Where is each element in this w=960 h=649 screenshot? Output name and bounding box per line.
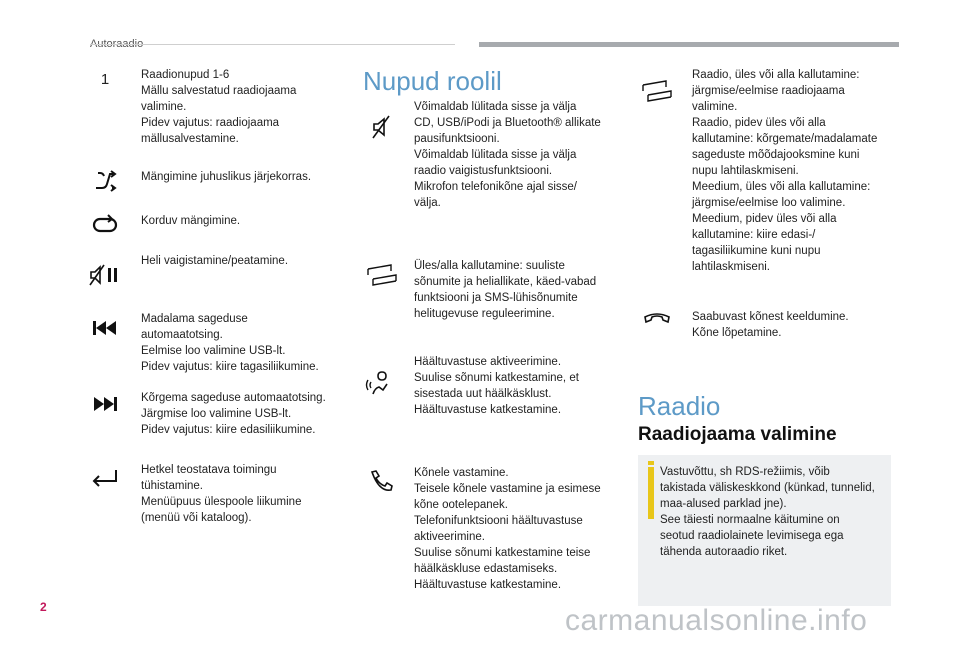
skip-forward-icon bbox=[88, 391, 122, 417]
phone-hangup-icon bbox=[640, 307, 674, 333]
watermark: carmanualsonline.info bbox=[565, 604, 868, 637]
mute-icon bbox=[365, 114, 399, 140]
back-arrow-icon bbox=[88, 466, 122, 492]
section-heading-station-select: Raadiojaama valimine bbox=[638, 424, 837, 445]
info-icon bbox=[648, 461, 654, 465]
section-title-radio: Raadio bbox=[638, 391, 721, 421]
mute-pause-icon bbox=[88, 262, 122, 288]
shuffle-icon bbox=[88, 168, 122, 194]
entry-answer-call: Kõnele vastamine. Teisele kõnele vastamine ja esimese kõne ootelepanek. Telefonifunktsiooni häältuvastuse aktiveerimine. Suulise sõnumi katkestamine teise häälkäskluse edastamiseks. Häältuvastuse katkestamine. bbox=[414, 467, 601, 591]
scroll-wheel-icon bbox=[640, 78, 674, 104]
header-rule-dark bbox=[479, 42, 899, 47]
entry-back: Hetkel teostatava toimingu tühistamine. Menüüpuus ülespoole liikumine (menüü või kataloog). bbox=[141, 464, 302, 524]
entry-skip-back: Madalama sageduse automaatotsing. Eelmise loo valimine USB-lt. Pidev vajutus: kiire tagasiliikumine. bbox=[141, 313, 319, 373]
info-bar bbox=[648, 467, 654, 519]
skip-back-icon bbox=[88, 315, 122, 341]
entry-volume-scroll: Üles/alla kallutamine: suuliste sõnumite ja heliallikate, käed-vabad funktsiooni ja SMS-lühisõnumite helitugevuse reguleerimine. bbox=[414, 260, 597, 320]
entry-voice-recognition: Häältuvastuse aktiveerimine. Suulise sõnumi katkestamine, et sisestada uut häälkäsklust. Häältuvastuse katkestamine. bbox=[414, 356, 579, 416]
number-1-icon: 1 bbox=[100, 70, 110, 88]
header-rule-light bbox=[90, 44, 455, 45]
entry-skip-forward: Kõrgema sageduse automaatotsing. Järgmise loo valimine USB-lt. Pidev vajutus: kiire edasiliikumine. bbox=[141, 392, 326, 436]
entry-mute-pause: Heli vaigistamine/peatamine. bbox=[141, 255, 289, 267]
scroll-wheel-icon bbox=[365, 262, 399, 288]
entry-repeat: Korduv mängimine. bbox=[141, 215, 241, 227]
running-header: Autoraadio bbox=[90, 38, 144, 50]
entry-mute: Võimaldab lülitada sisse ja välja CD, USB/iPodi ja Bluetooth® allikate pausifunktsiooni. Võimaldab lülitada sisse ja välja raadio vaigistusfunktsiooni. Mikrofon telefonikõne ajal sisse/ välja. bbox=[414, 101, 601, 209]
entry-radio-scroll: Raadio, üles või alla kallutamine: järgmise/eelmise raadiojaama valimine. Raadio, pidev üles või alla kallutamine: kõrgemate/madalamate sageduste mõõdajooksmine kuni nupu lahtilaskmiseni. Meedium, üles või alla kallutamine: järgmise/eelmise loo valimine. Meedium, pidev üles või alla kallutamine: kiire edasi-/ tagasiliikumine kuni nupu lahtilaskmiseni. bbox=[692, 69, 878, 273]
info-note bbox=[638, 455, 891, 606]
entry-radio-presets: Raadionupud 1-6 Mällu salvestatud raadiojaama valimine. Pidev vajutus: raadiojaama mällusalvestamine. bbox=[141, 69, 297, 145]
entry-hang-up: Saabuvast kõnest keeldumine. Kõne lõpetamine. bbox=[692, 311, 849, 339]
phone-answer-icon bbox=[365, 468, 399, 494]
info-note-text: Vastuvõttu, sh RDS-režiimis, võib takistada väliskeskkond (künkad, tunnelid, maa-alused parklad jne). See täiesti normaalne käitumine on seotud raadiolainete levimisega ega tähenda autoraadio riket. bbox=[660, 466, 875, 558]
page-number: 2 bbox=[40, 600, 47, 614]
section-title-steering-controls: Nupud roolil bbox=[363, 66, 502, 96]
repeat-icon bbox=[88, 212, 122, 238]
voice-command-icon bbox=[365, 370, 399, 396]
entry-shuffle: Mängimine juhuslikus järjekorras. bbox=[141, 171, 312, 183]
